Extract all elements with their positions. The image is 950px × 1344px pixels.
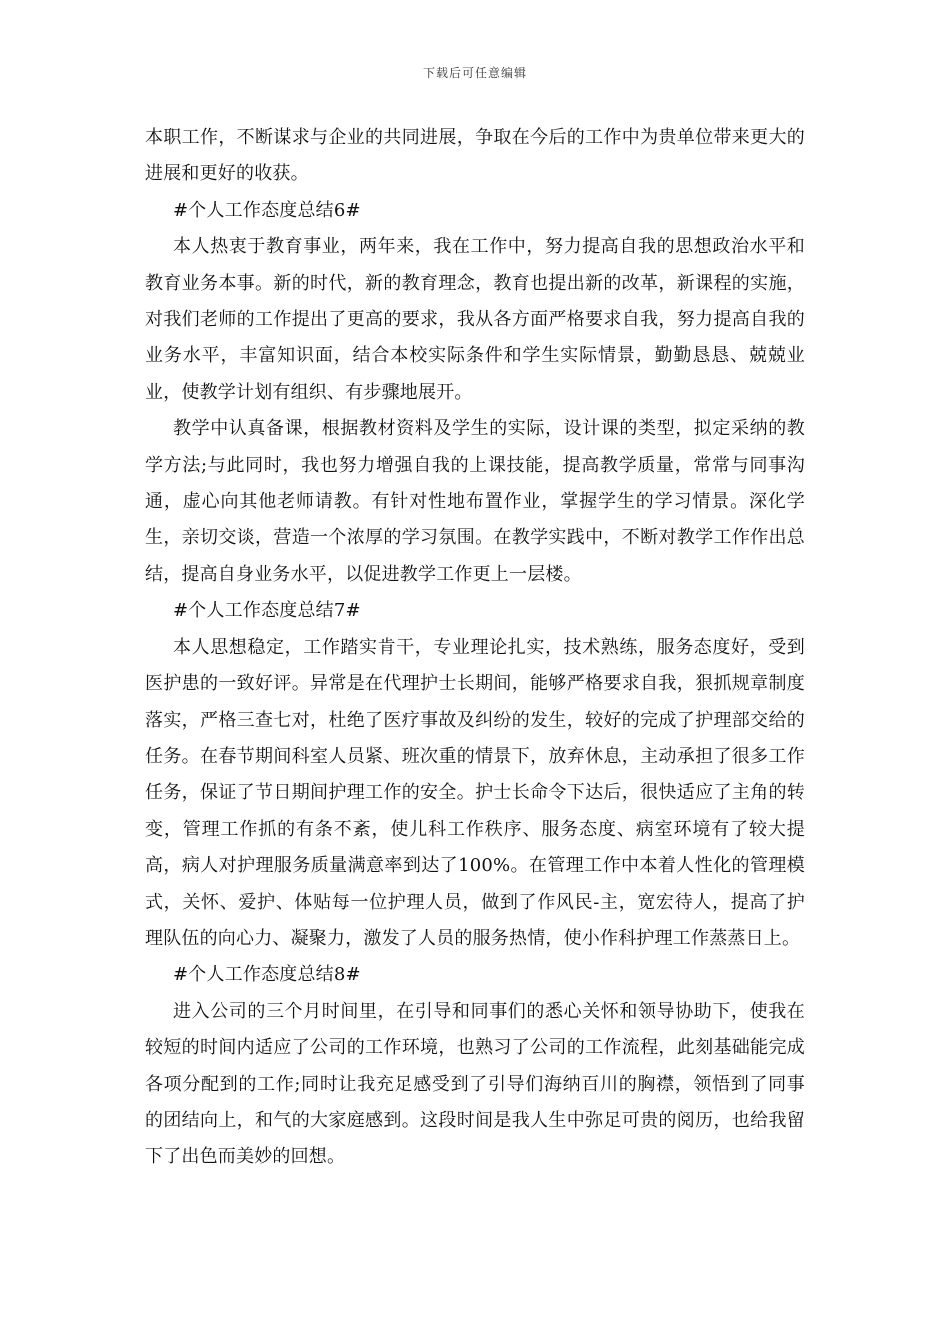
paragraph: 本人热衷于教育事业，两年来，我在工作中，努力提高自我的思想政治水平和教育业务本事。新的时代，新的教育理念，教育也提出新的改革，新课程的实施，对我们老师的工作提出了更高的要求，我从各方面严格要求自我，努力提高自我的业务水平，丰富知识面，结合本校实际条件和学生实际情景，勤勤恳恳、兢兢业业，使教学计划有组织、有步骤地展开。 bbox=[145, 236, 805, 403]
paragraph: 教学中认真备课，根据教材资料及学生的实际，设计课的类型，拟定采纳的教学方法;与此同时，我也努力增强自我的上课技能，提高教学质量，常常与同事沟通，虚心向其他老师请教。有针对性地布置作业，掌握学生的学习情景。深化学生，亲切交谈，营造一个浓厚的学习氛围。在教学实践中，不断对教学工作作出总结，提高自身业务水平，以促进教学工作更上一层楼。 bbox=[145, 418, 805, 585]
document-body bbox=[145, 120, 805, 1176]
section-heading: #个人工作态度总结6# bbox=[173, 199, 361, 221]
paragraph: 本职工作，不断谋求与企业的共同进展，争取在今后的工作中为贵单位带来更大的进展和更好的收获。 bbox=[145, 127, 805, 185]
section-heading: #个人工作态度总结7# bbox=[173, 600, 361, 622]
paragraph: 进入公司的三个月时间里，在引导和同事们的悉心关怀和领导协助下，使我在较短的时间内适应了公司的工作环境，也熟习了公司的工作流程，此刻基础能完成各项分配到的工作;同时让我充足感受到了引导们海纳百川的胸襟，领悟到了同事的团结向上，和气的大家庭感到。这段时间是我人生中弥足可贵的阅历，也给我留下了出色而美妙的回想。 bbox=[145, 1000, 805, 1168]
section-heading: #个人工作态度总结8# bbox=[173, 964, 361, 986]
page-header: 下载后可任意编辑 bbox=[422, 66, 527, 80]
paragraph: 本人思想稳定，工作踏实肯干，专业理论扎实，技术熟练，服务态度好，受到医护患的一致好评。异常是在代理护士长期间，能够严格要求自我，狠抓规章制度落实，严格三查七对，杜绝了医疗事故及纠纷的发生，较好的完成了护理部交给的任务。在春节期间科室人员紧、班次重的情景下，放弃休息，主动承担了很多工作任务，保证了节日期间护理工作的安全。护士长命令下达后，很快适应了主角的转变，管理工作抓的有条不紊，使儿科工作秩序、服务态度、病室环境有了较大提高，病人对护理服务质量满意率到达了100%。在管理工作中本着人性化的管理模式，关怀、爱护、体贴每一位护理人员，做到了作风民-主，宽宏待人，提高了护理队伍的向心力、凝聚力，激发了人员的服务热情，使小作科护理工作蒸蒸日上。 bbox=[145, 636, 805, 949]
